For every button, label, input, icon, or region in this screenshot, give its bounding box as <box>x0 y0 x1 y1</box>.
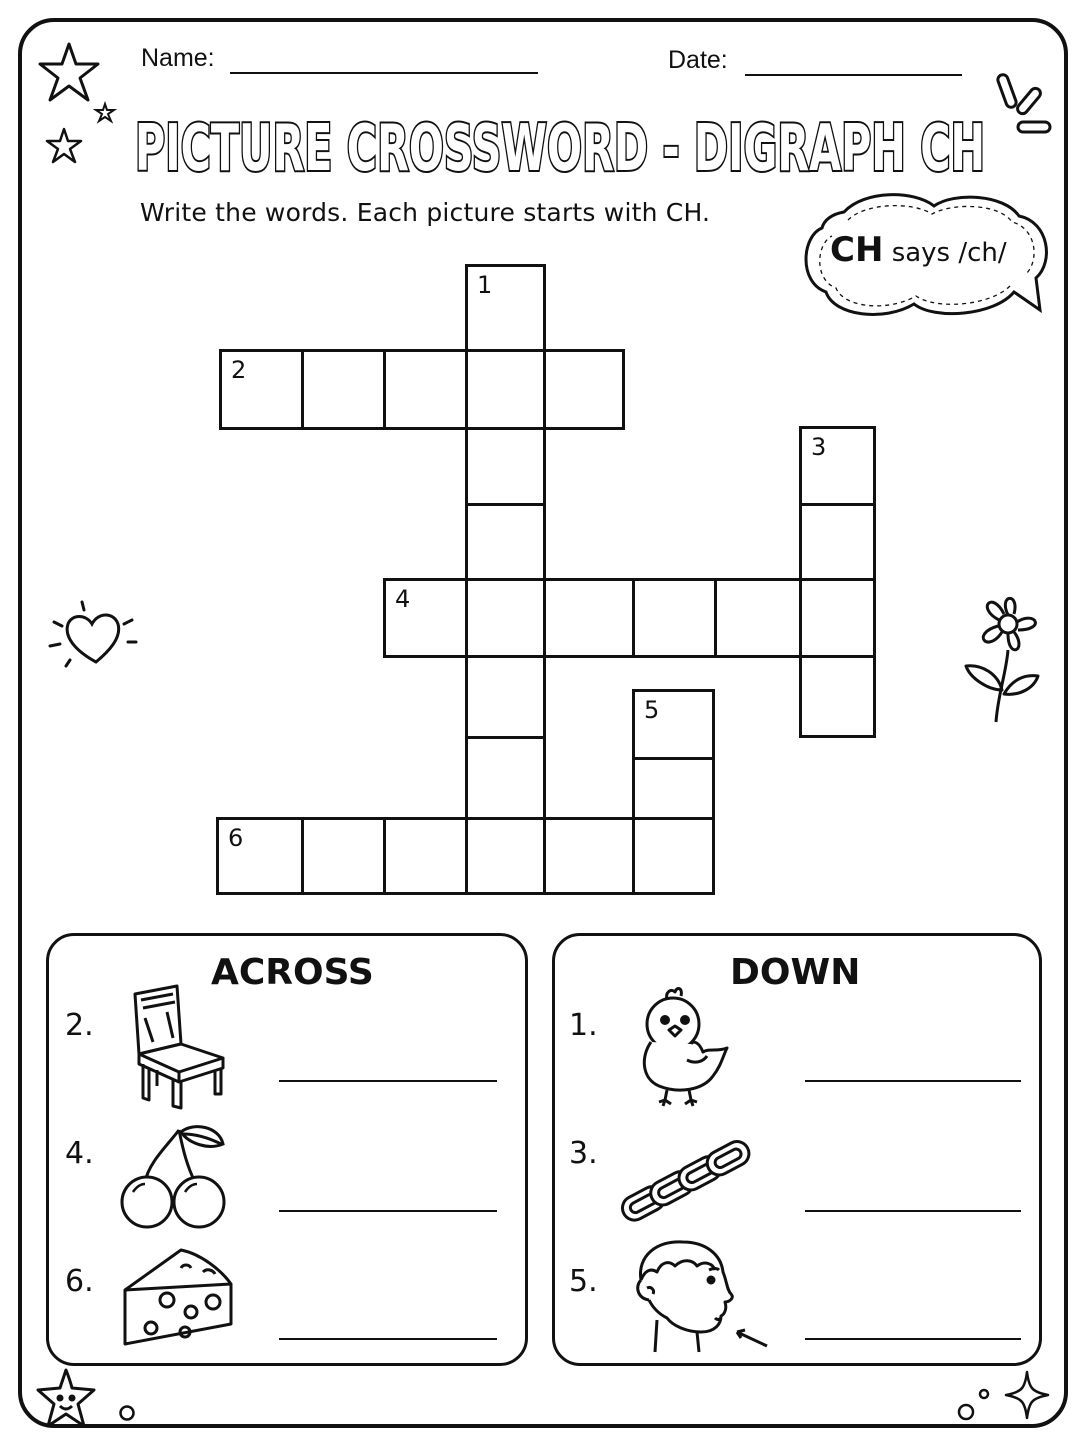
grid-cell[interactable] <box>465 817 546 895</box>
grid-cell[interactable] <box>714 578 802 658</box>
grid-cell[interactable] <box>465 349 546 430</box>
down-clue-number: 5. <box>569 1264 598 1299</box>
heart-icon <box>44 596 144 676</box>
across-clue-number: 4. <box>65 1136 94 1171</box>
clue-number-3: 3 <box>811 433 827 461</box>
grid-cell[interactable] <box>216 817 304 895</box>
down-clues-box <box>552 933 1042 1366</box>
grid-cell[interactable] <box>465 264 546 352</box>
clue-number-4: 4 <box>395 585 411 613</box>
down-clue-number: 1. <box>569 1008 598 1043</box>
chin-icon <box>627 1236 777 1354</box>
grid-cell[interactable] <box>543 817 635 895</box>
down-title: DOWN <box>730 952 861 993</box>
star-icon <box>44 126 84 166</box>
answer-line[interactable] <box>279 1080 497 1082</box>
grid-cell[interactable] <box>465 655 546 739</box>
grid-cell[interactable] <box>632 578 717 658</box>
grid-cell[interactable] <box>799 578 876 658</box>
star-icon <box>36 40 102 106</box>
grid-cell[interactable] <box>465 503 546 582</box>
answer-line[interactable] <box>805 1338 1021 1340</box>
sparkle-lines-icon <box>998 64 1054 148</box>
grid-cell[interactable] <box>465 427 546 506</box>
bubble-ch: CH <box>830 230 884 270</box>
cherries-icon <box>119 1126 231 1226</box>
across-clue-number: 6. <box>65 1264 94 1299</box>
clue-number-6: 6 <box>228 824 244 852</box>
worksheet-title-text: PICTURE CROSSWORD - DIGRAPH CH <box>135 112 985 186</box>
bubble-text <box>830 230 1007 270</box>
name-field-line[interactable] <box>230 72 538 74</box>
down-clue-number: 3. <box>569 1136 598 1171</box>
flower-icon <box>958 590 1050 726</box>
grid-cell[interactable] <box>632 689 715 760</box>
grid-cell[interactable] <box>301 349 386 430</box>
answer-line[interactable] <box>279 1338 497 1340</box>
grid-cell[interactable] <box>632 817 715 895</box>
grid-cell[interactable] <box>465 578 546 658</box>
date-label: Date: <box>668 46 728 74</box>
answer-line[interactable] <box>279 1210 497 1212</box>
circles-icon <box>954 1384 994 1424</box>
grid-cell[interactable] <box>301 817 386 895</box>
grid-cell[interactable] <box>799 426 876 506</box>
grid-cell[interactable] <box>799 503 876 582</box>
bubble-says: says /ch/ <box>891 238 1007 268</box>
sparkle-icon <box>1004 1370 1050 1420</box>
chair-icon <box>129 982 229 1110</box>
smiling-star-icon <box>32 1366 100 1432</box>
grid-cell[interactable] <box>632 757 715 820</box>
grid-cell[interactable] <box>543 349 625 430</box>
across-clue-number: 2. <box>65 1008 94 1043</box>
clue-number-1: 1 <box>477 271 493 299</box>
worksheet-title <box>120 104 1000 190</box>
answer-line[interactable] <box>805 1210 1021 1212</box>
instructions: Write the words. Each picture starts with CH. <box>140 198 711 227</box>
clue-number-5: 5 <box>644 696 660 724</box>
clue-number-2: 2 <box>231 356 247 384</box>
grid-cell[interactable] <box>543 578 635 658</box>
chick-icon <box>633 986 731 1108</box>
chain-icon <box>611 1132 771 1224</box>
answer-line[interactable] <box>805 1080 1021 1082</box>
date-field-line[interactable] <box>745 74 962 76</box>
grid-cell[interactable] <box>383 817 468 895</box>
grid-cell[interactable] <box>383 578 468 658</box>
grid-cell[interactable] <box>799 655 876 738</box>
across-title: ACROSS <box>211 952 374 993</box>
grid-cell[interactable] <box>465 736 546 820</box>
across-clues-box <box>46 933 528 1366</box>
star-icon <box>94 102 116 124</box>
name-label: Name: <box>141 44 215 72</box>
circle-icon <box>118 1404 136 1422</box>
cheese-icon <box>121 1244 235 1348</box>
grid-cell[interactable] <box>219 349 304 430</box>
grid-cell[interactable] <box>383 349 468 430</box>
